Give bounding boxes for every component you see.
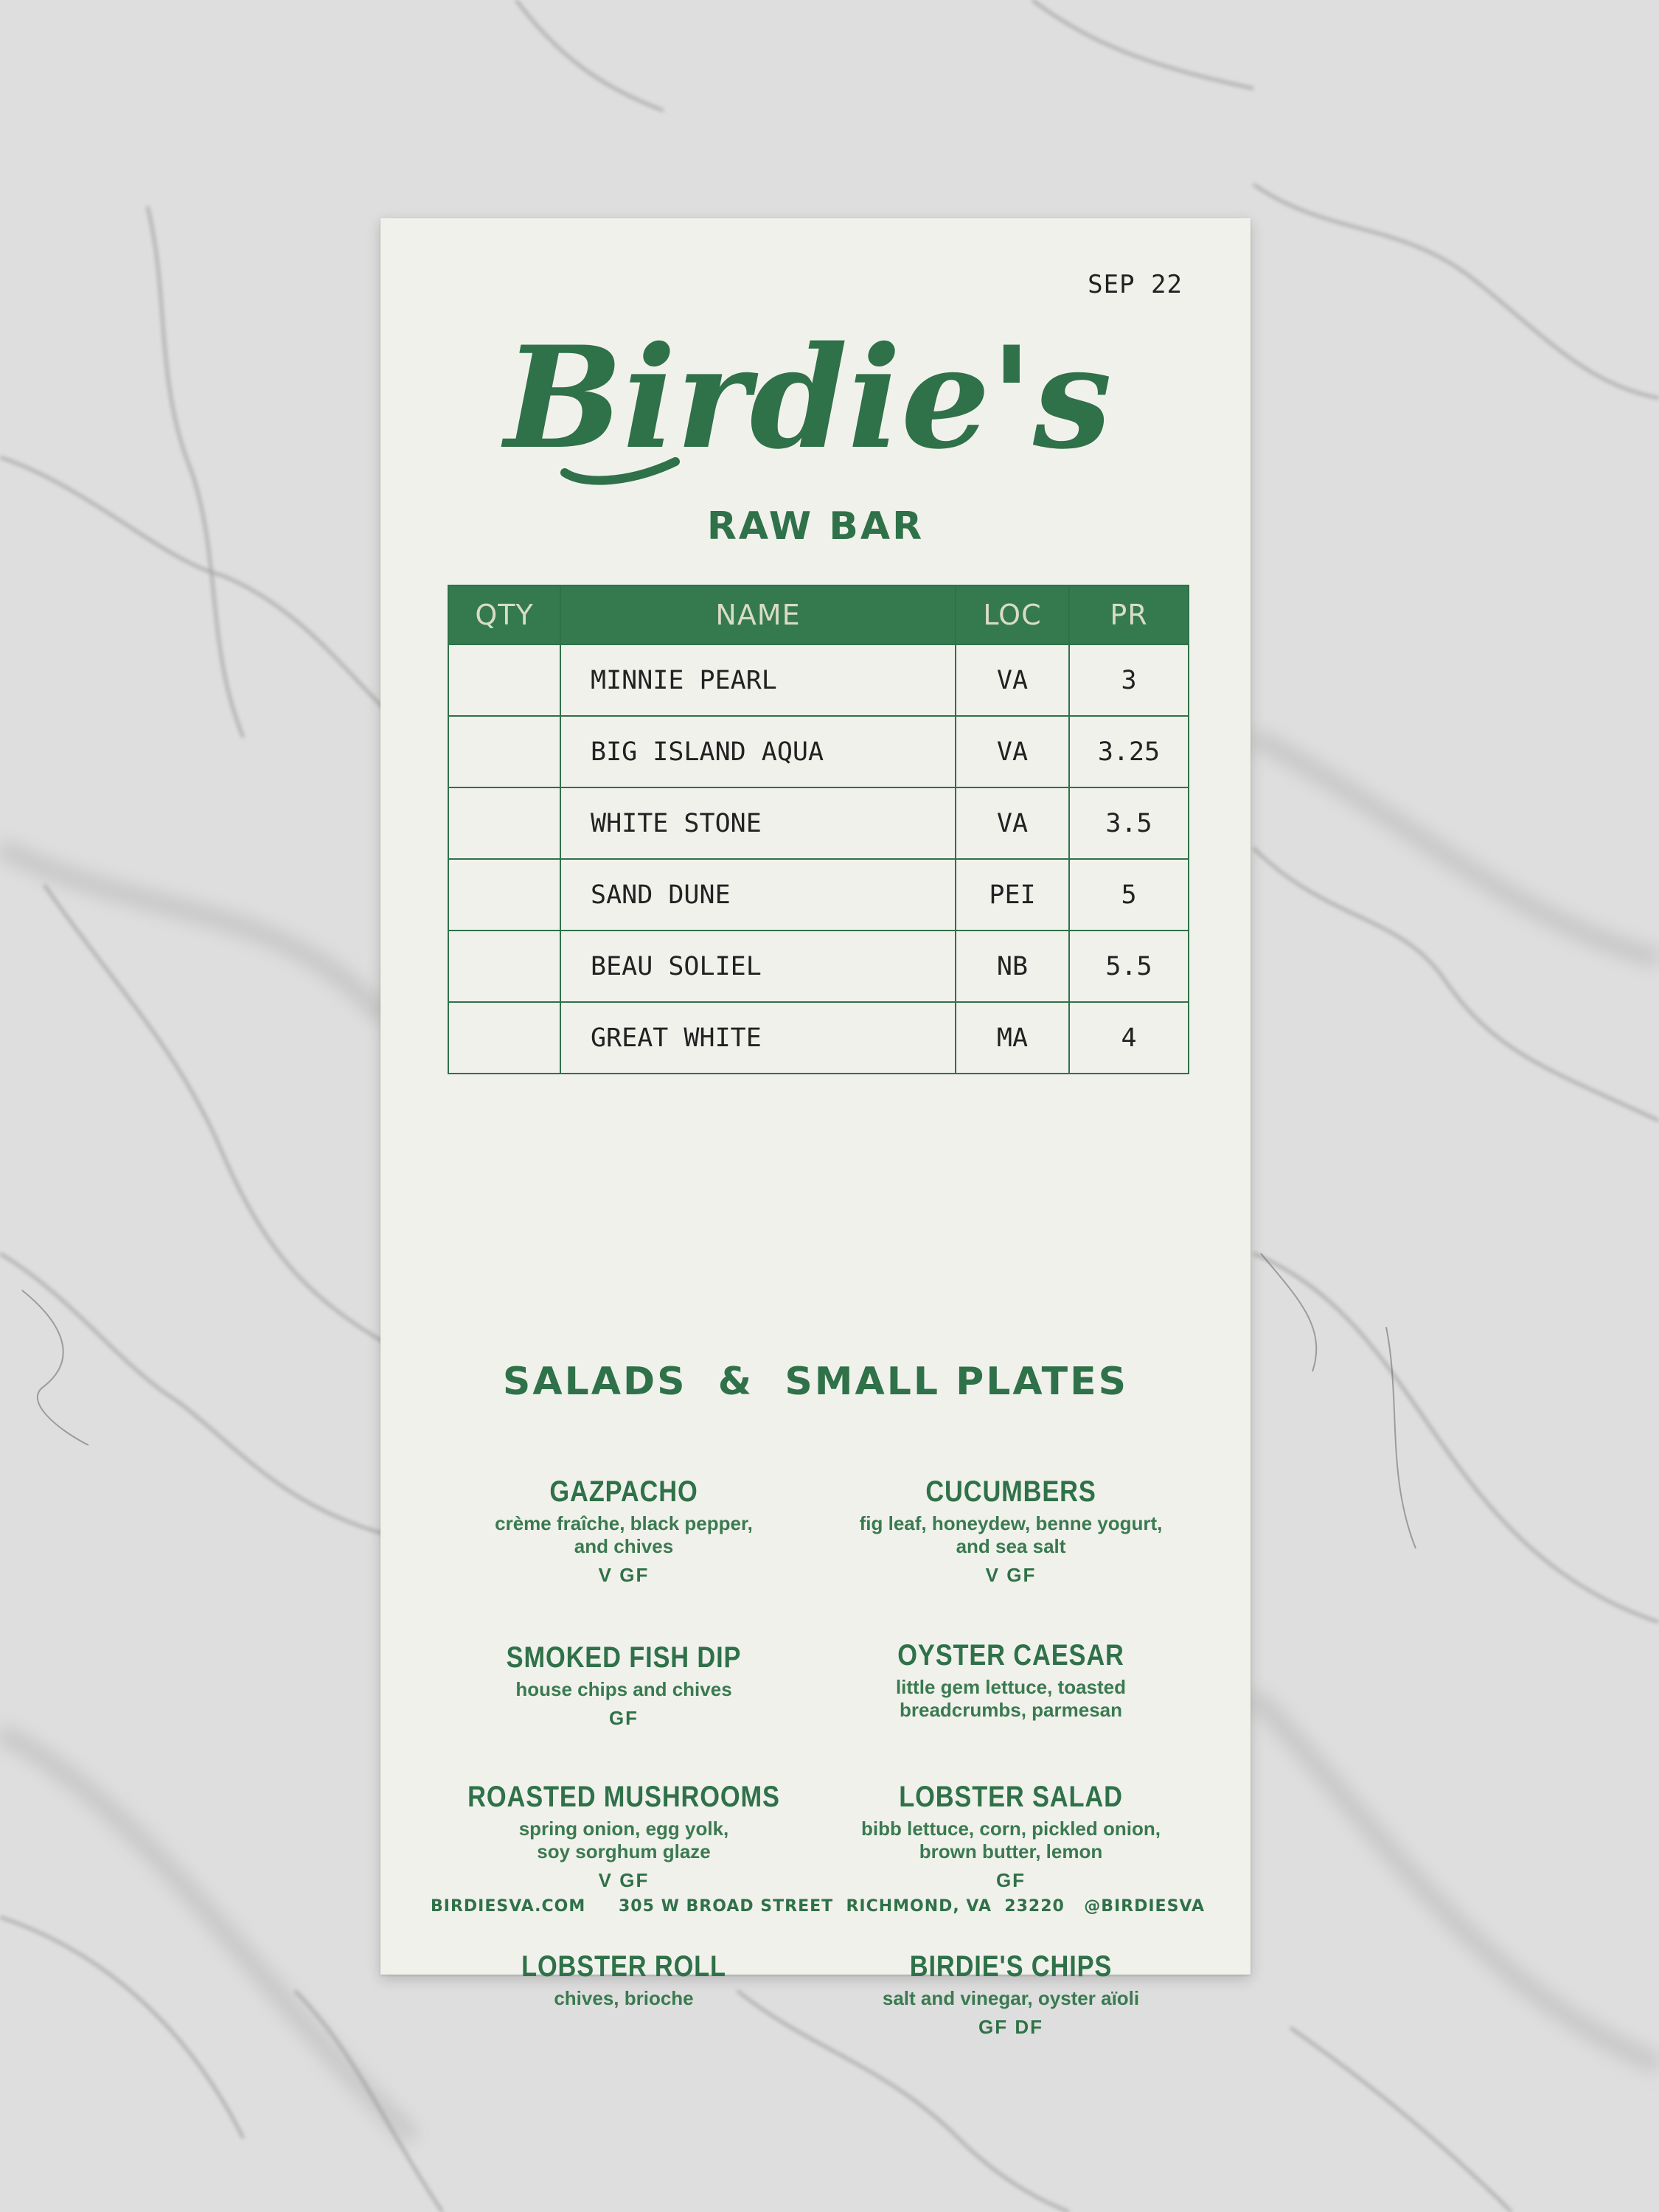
dish-name: CUCUMBERS: [925, 1475, 1096, 1508]
table-row: [448, 644, 1189, 716]
oyster-price: 5.5: [1069, 931, 1189, 1002]
dish-lobster-salad: [819, 1779, 1203, 1892]
dish-oyster-caesar: [819, 1638, 1203, 1722]
dish-smoked-fish-dip: [432, 1640, 815, 1730]
raw-bar-table: [448, 585, 1189, 1074]
oyster-location: VA: [956, 787, 1069, 859]
oyster-location: MA: [956, 1002, 1069, 1074]
table-row: [448, 931, 1189, 1002]
dietary-tags: GF: [995, 1869, 1026, 1891]
dish-name: GAZPACHO: [549, 1475, 698, 1508]
header-qty: QTY: [448, 585, 560, 644]
oyster-location: VA: [956, 716, 1069, 787]
oyster-name: MINNIE PEARL: [560, 644, 956, 716]
qty-cell[interactable]: [448, 644, 560, 716]
raw-bar-header-row: [448, 585, 1189, 644]
oyster-name: GREAT WHITE: [560, 1002, 956, 1074]
dish-description: chives, brioche: [554, 1987, 694, 2009]
table-row: [448, 787, 1189, 859]
dish-description: spring onion, egg yolk, soy sorghum glaze: [518, 1818, 729, 1863]
dish-description: little gem lettuce, toasted breadcrumbs, parmesan: [895, 1676, 1127, 1721]
header-price: PR: [1069, 585, 1189, 644]
dish-cucumbers: [819, 1474, 1203, 1587]
dish-gazpacho: [432, 1474, 815, 1587]
qty-cell[interactable]: [448, 1002, 560, 1074]
raw-bar-title: RAW BAR: [706, 504, 925, 549]
qty-cell[interactable]: [448, 859, 560, 931]
menu-card: [380, 218, 1251, 2038]
dietary-tags: GF DF: [978, 2016, 1043, 2038]
dish-name: ROASTED MUSHROOMS: [467, 1781, 780, 1813]
footer-address: 305 W BROAD STREET RICHMOND, VA 23220: [619, 1897, 1065, 1916]
dietary-tags: V GF: [598, 1869, 650, 1891]
dish-name: LOBSTER SALAD: [899, 1781, 1123, 1813]
dish-description: crème fraîche, black pepper, and chives: [495, 1512, 753, 1557]
table-row: [448, 716, 1189, 787]
qty-cell[interactable]: [448, 787, 560, 859]
salads-title: SALADS & SMALL PLATES: [502, 1360, 1129, 1404]
footer-website[interactable]: BIRDIESVA.COM: [431, 1897, 586, 1916]
qty-cell[interactable]: [448, 931, 560, 1002]
dietary-tags: GF: [608, 1707, 639, 1729]
header-name: NAME: [560, 585, 956, 644]
oyster-name: WHITE STONE: [560, 787, 956, 859]
oyster-name: BEAU SOLIEL: [560, 931, 956, 1002]
header-loc: LOC: [956, 585, 1069, 644]
dish-birdies-chips: [819, 1949, 1203, 2039]
oyster-price: 5: [1069, 859, 1189, 931]
dish-description: salt and vinegar, oyster aïoli: [882, 1987, 1140, 2009]
dish-description: house chips and chives: [515, 1678, 732, 1700]
logo-wordmark: Birdie's: [504, 316, 1112, 480]
oyster-location: NB: [956, 931, 1069, 1002]
dietary-tags: V GF: [985, 1564, 1037, 1586]
birdies-logo: [504, 316, 1112, 491]
dish-roasted-mushrooms: [432, 1779, 815, 1892]
dietary-tags: V GF: [598, 1564, 650, 1586]
dish-name: BIRDIE'S CHIPS: [909, 1950, 1113, 1983]
dish-description: bibb lettuce, corn, pickled onion, brown butter, lemon: [861, 1818, 1161, 1863]
dish-lobster-roll: [432, 1949, 815, 2010]
dish-name: SMOKED FISH DIP: [506, 1641, 742, 1674]
footer-social-handle[interactable]: @BIRDIESVA: [1084, 1897, 1205, 1916]
oyster-location: VA: [956, 644, 1069, 716]
oyster-price: 4: [1069, 1002, 1189, 1074]
dish-name: LOBSTER ROLL: [521, 1950, 726, 1983]
oyster-name: BIG ISLAND AQUA: [560, 716, 956, 787]
table-row: [448, 859, 1189, 931]
oyster-price: 3: [1069, 644, 1189, 716]
menu-date: SEP 22: [1088, 270, 1183, 299]
dish-name: OYSTER CAESAR: [897, 1639, 1124, 1672]
qty-cell[interactable]: [448, 716, 560, 787]
oyster-price: 3.25: [1069, 716, 1189, 787]
oyster-location: PEI: [956, 859, 1069, 931]
oyster-name: SAND DUNE: [560, 859, 956, 931]
oyster-price: 3.5: [1069, 787, 1189, 859]
dish-description: fig leaf, honeydew, benne yogurt, and sea salt: [859, 1512, 1163, 1557]
table-row: [448, 1002, 1189, 1074]
